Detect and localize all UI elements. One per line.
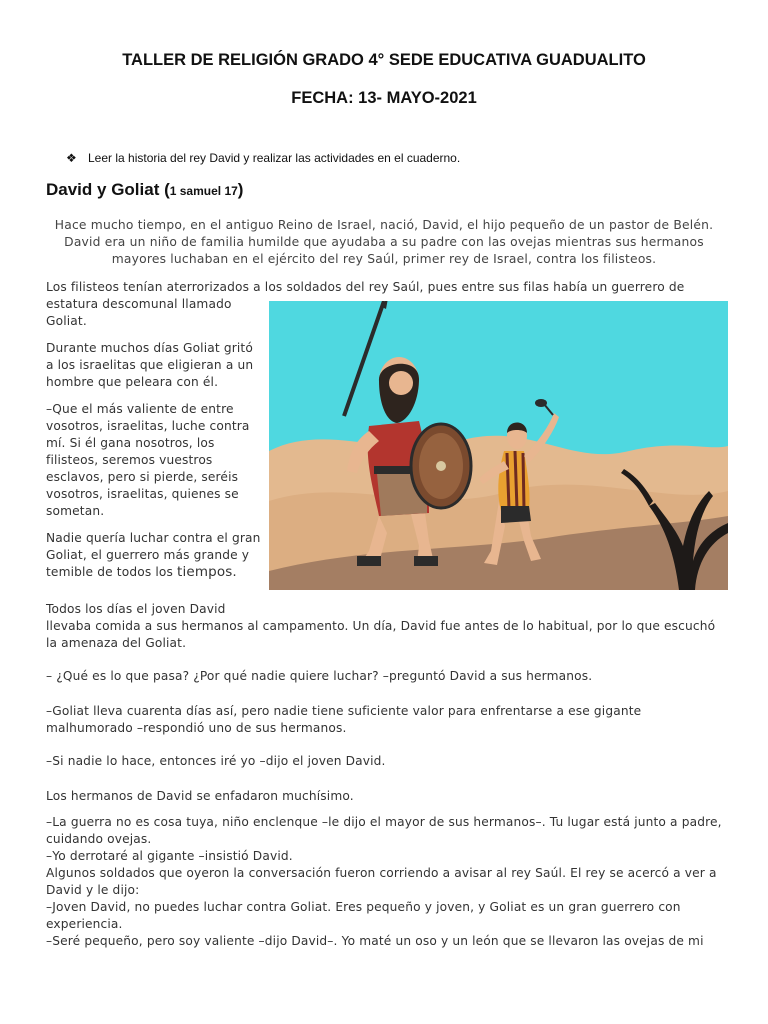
story-paragraph-5-line1: Todos los días el joven David xyxy=(46,602,226,616)
story-paragraph-4 xyxy=(46,530,262,581)
story-paragraph-1-line1: Los filisteos tenían aterrorizados a los soldados del rey Saúl, pues entre sus filas había un guerrero de xyxy=(46,280,685,294)
story-paragraph-8: –Si nadie lo hace, entonces iré yo –dijo el joven David. xyxy=(46,754,386,768)
story-paragraph-5-rest: llevaba comida a sus hermanos al campamento. Un día, David fue antes de lo habitual, por lo que escuchó la amenaza del Goliat. xyxy=(46,619,716,650)
story-paragraph-2: Durante muchos días Goliat gritó a los israelitas que eligieran a un hombre que peleara con él. xyxy=(46,341,254,389)
story-heading-title: David y Goliat ( xyxy=(46,180,170,199)
story-paragraph-10: –La guerra no es cosa tuya, niño enclenque –le dijo el mayor de sus hermanos–. Tu lugar está junto a padre, cuidando ovejas. xyxy=(46,815,722,846)
story-paragraph-9: Los hermanos de David se enfadaron muchísimo. xyxy=(46,789,354,803)
story-paragraph-6: – ¿Qué es lo que pasa? ¿Por qué nadie quiere luchar? –preguntó David a sus hermanos. xyxy=(46,669,593,683)
diamond-bullet-icon: ❖ xyxy=(66,151,77,165)
story-heading-close: ) xyxy=(237,180,244,199)
story-heading-reference: 1 samuel 17 xyxy=(169,184,238,198)
story-paragraph-4-last-word: tiempos. xyxy=(177,564,237,580)
story-paragraph-1-rest: estatura descomunal llamado Goliat. xyxy=(46,297,232,328)
story-paragraph-7: –Goliat lleva cuarenta días así, pero nadie tiene suficiente valor para enfrentarse a ese gigante malhumorado –respondió uno de sus hermanos. xyxy=(46,704,642,735)
story-intro-paragraph: Hace mucho tiempo, en el antiguo Reino de Israel, nació, David, el hijo pequeño de un pastor de Belén. David era un niño de familia humilde que ayudaba a su padre con las ovejas mientras sus hermanos mayores luchaban en el ejército del rey Saúl, primer rey de Israel, contra los filisteos. xyxy=(54,218,714,266)
story-heading xyxy=(46,180,243,200)
story-paragraph-4-text: Nadie quería luchar contra el gran Goliat, el guerrero más grande y temible de todos los xyxy=(46,531,261,579)
story-paragraph-12: Algunos soldados que oyeron la conversación fueron corriendo a avisar al rey Saúl. El rey se acercó a ver a David y le dijo: xyxy=(46,866,717,897)
instruction-item xyxy=(66,151,460,165)
instruction-text: Leer la historia del rey David y realizar las actividades en el cuaderno. xyxy=(88,151,461,165)
story-paragraph-11: –Yo derrotaré al gigante –insistió David. xyxy=(46,849,293,863)
story-paragraph-14: –Seré pequeño, pero soy valiente –dijo David–. Yo maté un oso y un león que se llevaron las ovejas de mi xyxy=(46,934,704,948)
story-paragraph-3: –Que el más valiente de entre vosotros, israelitas, luche contra mí. Si él gana nosotros, los filisteos, seremos vuestros esclavos, pero si pierde, seréis vosotros, israelitas, quienes se sometan. xyxy=(46,402,250,518)
worksheet-title: TALLER DE RELIGIÓN GRADO 4° SEDE EDUCATIVA GUADUALITO xyxy=(122,51,646,69)
worksheet-date: FECHA: 13- MAYO-2021 xyxy=(291,89,477,107)
david-and-goliath-illustration xyxy=(269,301,728,590)
story-paragraph-13: –Joven David, no puedes luchar contra Goliat. Eres pequeño y joven, y Goliat es un gran guerrero con experiencia. xyxy=(46,900,681,931)
